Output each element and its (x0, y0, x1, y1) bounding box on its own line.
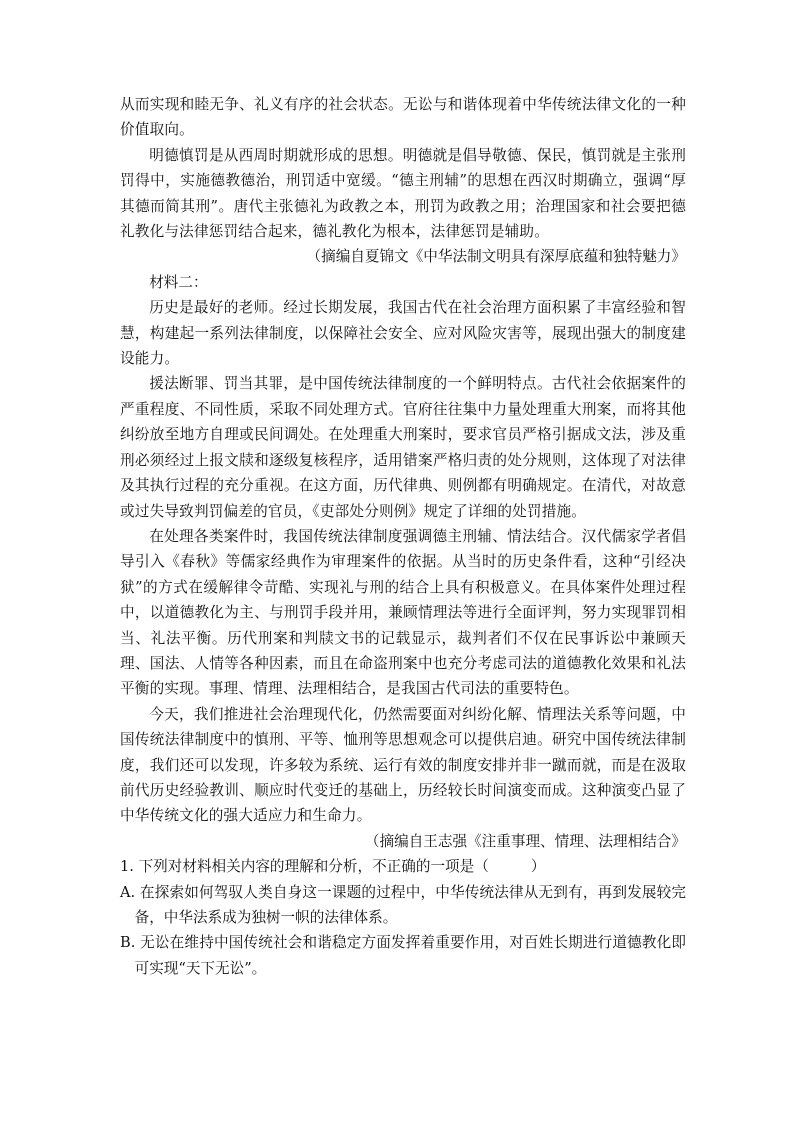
source-citation-1: （摘编自夏锦文《中华法制文明具有深厚底蕴和独特魅力》 (306, 248, 686, 266)
document-page (120, 92, 686, 981)
paragraph-modernization: 今天，我们推进社会治理现代化，仍然需要面对纠纷化解、情理法关系等问题，中国传统法律制度中的慎刑、平等、恤刑等思想观念可以提供启迪。研究中国传统法律制度，我们还可以发现，许多较为系统、运行有效的制度安排并非一蹴而就，而是在汲取前代历史经验教训、顺应时代变迁的基础上，历经较长时间演变而成。这种演变凸显了中华传统文化的强大适应力和生命力。 (120, 705, 686, 825)
question-1-stem (120, 854, 686, 879)
paragraph-continuation: 从而实现和睦无争、礼义有序的社会状态。无讼与和谐体现着中华传统法律文化的一种价值取向。 (120, 96, 686, 139)
paragraph-mingde-shenfa: 明德慎罚是从西周时期就形成的思想。明德就是倡导敬德、保民，慎罚就是主张刑罚得中，实施德教德治，刑罚适中宽缓。“德主刑辅”的思想在西汉时期确立，强调“厚其德而简其刑”。唐代主张德礼为政教之本，刑罚为政教之用；治理国家和社会要把德礼教化与法律惩罚结合起来，德礼教化为根本，法律惩罚是辅助。 (120, 146, 686, 241)
paragraph-history-teacher: 历史是最好的老师。经过长期发展，我国古代在社会治理方面积累了丰富经验和智慧，构建起一系列法律制度，以保障社会安全、应对风险灾害等，展现出强大的制度建设能力。 (120, 299, 686, 368)
option-a: A. 在探索如何驾驭人类自身这一课题的过程中，中华传统法律从无到有，再到发展较完备，中华法系成为独树一帜的法律体系。 (120, 883, 686, 926)
question-1-stem-text: 1. 下列对材料相关内容的理解和分析，不正确的一项是（ (120, 858, 489, 876)
paragraph-dezhu-xingfu: 在处理各类案件时，我国传统法律制度强调德主刑辅、情法结合。汉代儒家学者倡导引入《春秋》等儒家经典作为审理案件的依据。从当时的历史条件看，这种“引经决狱”的方式在缓解律令苛酷、实现礼与刑的结合上具有积极意义。在具体案件处理过程中，以道德教化为主、与刑罚手段并用，兼顾情理法等进行全面评判，努力实现罪罚相当、礼法平衡。历代刑案和判牍文书的记载显示，裁判者们不仅在民事诉讼中兼顾天理、国法、人情等各种因素，而且在命盗刑案中也充分考虑司法的道德教化效果和礼法平衡的实现。事理、情理、法理相结合，是我国古代司法的重要特色。 (120, 527, 686, 698)
question-1-stem-close: ） (530, 858, 546, 876)
material-2-label: 材料二： (149, 273, 208, 291)
paragraph-yuanfa-duanzui: 援法断罪、罚当其罪，是中国传统法律制度的一个鲜明特点。古代社会依据案件的严重程度、不同性质，采取不同处理方式。官府往往集中力量处理重大刑案，而将其他纠纷放至地方自理或民间调处。在处理重大刑案时，要求官员严格引据成文法，涉及重刑必须经过上报文牍和逐级复核程序，适用错案严格归责的处分规则，这体现了对法律及其执行过程的充分重视。在这方面，历代律典、则例都有明确规定。在清代，对故意或过失导致判罚偏差的官员，《吏部处分则例》规定了详细的处罚措施。 (120, 375, 686, 520)
option-b: B. 无讼在维持中国传统社会和谐稳定方面发挥着重要作用，对百姓长期进行道德教化即可实现“天下无讼”。 (120, 934, 686, 977)
source-citation-2: （摘编自王志强《注重事理、情理、法理相结合》 (364, 832, 686, 850)
